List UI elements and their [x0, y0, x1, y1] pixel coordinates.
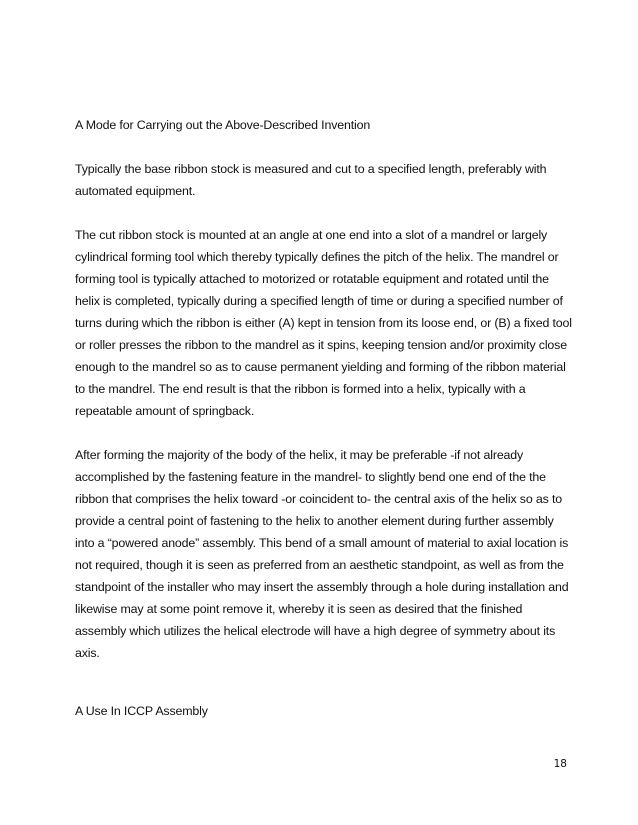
section-heading-iccp: A Use In ICCP Assembly — [75, 704, 208, 718]
paragraph-helix-bend: After forming the majority of the body of the helix, it may be preferable -if not already accomplished by the fastening feature in the mandrel- to slightly bend one end of the the ribbon that comprises the helix toward -or coincident to- the central axis of the helix so as to provide a central point of fastening to the helix to another element during further assembly into a “powered anode” assembly. This bend of a small amount of material to axial location is not required, though it is seen as preferred from an aesthetic standpoint, as well as from the standpoint of the installer who may insert the assembly through a hole during installation and likewise may at some point remove it, whereby it is seen as desired that the finished assembly which utilizes the helical electrode will have a high degree of symmetry about its axis. — [75, 448, 569, 660]
section-heading-mode: A Mode for Carrying out the Above-Described Invention — [75, 118, 371, 132]
page-number: 18 — [553, 758, 567, 770]
paragraph-ribbon-cut: Typically the base ribbon stock is measured and cut to a specified length, preferably with automated equipment. — [75, 162, 547, 198]
paragraph-mandrel-forming: The cut ribbon stock is mounted at an angle at one end into a slot of a mandrel or largely cylindrical forming tool which thereby typically defines the pitch of the helix. The mandrel or forming tool is typically attached to motorized or rotatable equipment and rotated until the helix is completed, typically during a specified length of time or during a specified number of turns during which the ribbon is either (A) kept in tension from its loose end, or (B) a fixed tool or roller presses the ribbon to the mandrel as it spins, keeping tension and/or proximity close enough to the mandrel so as to cause permanent yielding and forming of the ribbon material to the mandrel. The end result is that the ribbon is formed into a helix, typically with a repeatable amount of springback. — [75, 228, 572, 418]
page-body — [75, 114, 575, 722]
